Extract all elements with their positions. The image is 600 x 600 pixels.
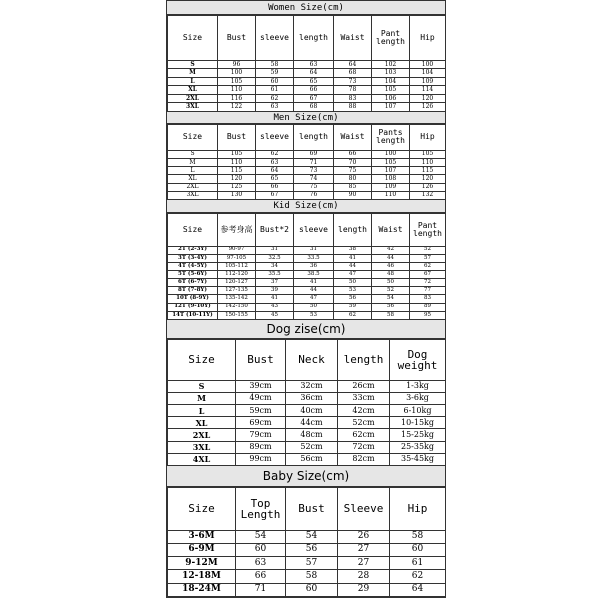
dog-table-cell: 79cm [236, 429, 286, 441]
men-header-cell: Waist [334, 125, 372, 151]
kid-table-cell: 142-150 [218, 303, 256, 311]
women-header-cell: Bust [218, 16, 256, 61]
women-table-cell: 63 [256, 103, 294, 112]
dog-table-cell: 1-3kg [390, 380, 446, 392]
kid-table-cell: 3T (3-4Y) [168, 254, 218, 262]
kid-table-cell: 39 [256, 287, 294, 295]
women-header-cell: length [294, 16, 334, 61]
women-table-row [168, 60, 446, 69]
baby-table-cell: 71 [236, 583, 286, 596]
men-table-cell: L [168, 167, 218, 175]
kid-table-cell: 72 [410, 279, 446, 287]
men-table-cell: 109 [372, 183, 410, 191]
men-table-cell: 66 [334, 150, 372, 158]
baby-table-cell: 57 [286, 557, 338, 570]
men-table-cell: 74 [294, 175, 334, 183]
dog-table-cell: 2XL [168, 429, 236, 441]
men-table-cell: 76 [294, 191, 334, 199]
dog-table-cell: 15-25kg [390, 429, 446, 441]
dog-table-cell: 99cm [236, 453, 286, 465]
women-table-cell: 104 [372, 77, 410, 86]
men-table-cell: 115 [410, 167, 446, 175]
men-table-cell: 105 [372, 158, 410, 166]
men-header-cell: sleeve [256, 125, 294, 151]
men-table-cell: 2XL [168, 183, 218, 191]
dog-header-cell: length [338, 340, 390, 381]
kid-header-cell: sleeve [294, 214, 334, 247]
men-table-cell: 110 [218, 158, 256, 166]
baby-table-cell: 62 [390, 570, 446, 583]
dog-title-bar [167, 320, 445, 339]
kid-table-cell: 56 [334, 295, 372, 303]
men-table-cell: 108 [372, 175, 410, 183]
kid-table-cell: 62 [334, 311, 372, 319]
kid-table-cell: 53 [294, 311, 334, 319]
dog-table-cell: 52cm [286, 441, 338, 453]
dog-header-row [168, 340, 446, 381]
kid-table-cell: 46 [372, 262, 410, 270]
kid-table-cell: 77 [410, 287, 446, 295]
women-table-cell: 114 [410, 86, 446, 95]
kid-table-cell: 5T (5-6Y) [168, 271, 218, 279]
kid-table-cell: 47 [294, 295, 334, 303]
kid-header-cell: 参考身高 [218, 214, 256, 247]
baby-title: Baby Size(cm) [262, 469, 350, 483]
men-table-cell: 110 [372, 191, 410, 199]
men-table-cell: 132 [410, 191, 446, 199]
dog-table-cell: 72cm [338, 441, 390, 453]
kid-table-cell: 33.5 [294, 254, 334, 262]
kid-table-cell: 48 [372, 271, 410, 279]
dog-table-cell: 49cm [236, 392, 286, 404]
baby-table-cell: 64 [390, 583, 446, 596]
baby-table-cell: 61 [390, 557, 446, 570]
men-table-cell: 107 [372, 167, 410, 175]
women-table-cell: 83 [334, 94, 372, 103]
women-table-cell: 100 [410, 60, 446, 69]
men-table-cell: 3XL [168, 191, 218, 199]
kid-header-cell: Bust*2 [256, 214, 294, 247]
kid-table-cell: 41 [256, 295, 294, 303]
women-title-bar [167, 1, 445, 15]
men-table-cell: 69 [294, 150, 334, 158]
men-table-cell: 105 [218, 150, 256, 158]
kid-table-cell: 52 [410, 246, 446, 254]
baby-table-cell: 29 [338, 583, 390, 596]
baby-header-cell: Size [168, 488, 236, 531]
men-header-cell: Bust [218, 125, 256, 151]
women-table-cell: 65 [294, 77, 334, 86]
kid-table-cell: 38 [334, 246, 372, 254]
women-header-row [168, 16, 446, 61]
women-table-cell: 107 [372, 103, 410, 112]
women-table-row [168, 69, 446, 78]
women-table-cell: 88 [334, 103, 372, 112]
dog-table-row [168, 429, 446, 441]
men-table-row [168, 175, 446, 183]
kid-table-cell: 10T (8-9Y) [168, 295, 218, 303]
kid-table-cell: 97-105 [218, 254, 256, 262]
kid-table-cell: 2T (2-3Y) [168, 246, 218, 254]
women-header-cell: Size [168, 16, 218, 61]
men-table-row [168, 158, 446, 166]
men-table-cell: 120 [410, 175, 446, 183]
kid-table-cell: 95 [410, 311, 446, 319]
dog-table-cell: 89cm [236, 441, 286, 453]
baby-table-row [168, 543, 446, 556]
baby-table-cell: 60 [236, 543, 286, 556]
kid-table-cell: 35.5 [256, 271, 294, 279]
dog-table-cell: 59cm [236, 405, 286, 417]
kid-table-cell: 52 [372, 287, 410, 295]
baby-header-row [168, 488, 446, 531]
baby-table [167, 487, 446, 597]
baby-table-cell: 56 [286, 543, 338, 556]
men-table-row [168, 183, 446, 191]
baby-table-cell: 60 [286, 583, 338, 596]
baby-table-row [168, 583, 446, 596]
baby-table-cell: 60 [390, 543, 446, 556]
women-table-cell: 106 [372, 94, 410, 103]
baby-table-row [168, 530, 446, 543]
baby-table-cell: 18-24M [168, 583, 236, 596]
kid-table-cell: 112-120 [218, 271, 256, 279]
dog-table-row [168, 380, 446, 392]
women-table-cell: 110 [218, 86, 256, 95]
men-table-cell: 75 [294, 183, 334, 191]
men-table-cell: 110 [410, 158, 446, 166]
kid-table-cell: 56 [372, 303, 410, 311]
dog-table-cell: 42cm [338, 405, 390, 417]
men-header-cell: Hip [410, 125, 446, 151]
women-table-cell: 120 [410, 94, 446, 103]
women-table-row [168, 77, 446, 86]
dog-table-cell: 56cm [286, 453, 338, 465]
kid-table-cell: 90-97 [218, 246, 256, 254]
women-header-cell: Pant length [372, 16, 410, 61]
men-table-cell: 80 [334, 175, 372, 183]
kid-table-cell: 42 [372, 246, 410, 254]
men-table-cell: 100 [372, 150, 410, 158]
women-table-cell: 61 [256, 86, 294, 95]
kid-table-row [168, 295, 446, 303]
men-table-cell: 130 [218, 191, 256, 199]
dog-table-cell: L [168, 405, 236, 417]
kid-table-cell: 36 [294, 262, 334, 270]
kid-table-cell: 89 [410, 303, 446, 311]
women-table-cell: 63 [294, 60, 334, 69]
baby-title-bar [167, 466, 445, 487]
dog-table-row [168, 417, 446, 429]
kid-table-cell: 45 [256, 311, 294, 319]
kid-table-cell: 8T (7-8Y) [168, 287, 218, 295]
men-table-cell: 90 [334, 191, 372, 199]
kid-header-cell: Waist [372, 214, 410, 247]
men-table-row [168, 150, 446, 158]
dog-size-chart [166, 319, 446, 467]
women-table-cell: 68 [334, 69, 372, 78]
women-table-cell: 96 [218, 60, 256, 69]
baby-table-cell: 54 [236, 530, 286, 543]
baby-header-cell: Top Length [236, 488, 286, 531]
women-table-cell: 66 [294, 86, 334, 95]
men-table-cell: 63 [256, 158, 294, 166]
kid-header-row [168, 214, 446, 247]
baby-table-cell: 6-9M [168, 543, 236, 556]
kid-table-cell: 47 [334, 271, 372, 279]
kid-header-cell: length [334, 214, 372, 247]
kid-table-cell: 54 [372, 295, 410, 303]
men-header-cell: Pants length [372, 125, 410, 151]
women-table-cell: 64 [334, 60, 372, 69]
women-table-row [168, 86, 446, 95]
kid-table-cell: 57 [410, 254, 446, 262]
men-table-cell: 126 [410, 183, 446, 191]
dog-table-row [168, 453, 446, 465]
kid-table-cell: 50 [372, 279, 410, 287]
dog-table-cell: 36cm [286, 392, 338, 404]
kid-size-chart [166, 199, 446, 321]
kid-table-cell: 44 [334, 262, 372, 270]
baby-table-row [168, 557, 446, 570]
kid-table-cell: 31 [294, 246, 334, 254]
men-table-row [168, 167, 446, 175]
women-table-cell: XL [168, 86, 218, 95]
baby-table-cell: 28 [338, 570, 390, 583]
dog-table-cell: 32cm [286, 380, 338, 392]
kid-header-cell: Size [168, 214, 218, 247]
kid-table-cell: 44 [372, 254, 410, 262]
men-table-cell: 85 [334, 183, 372, 191]
dog-table-cell: 62cm [338, 429, 390, 441]
dog-header-cell: Size [168, 340, 236, 381]
women-header-cell: sleeve [256, 16, 294, 61]
kid-table-cell: 44 [294, 287, 334, 295]
dog-table-cell: 10-15kg [390, 417, 446, 429]
dog-table-cell: 33cm [338, 392, 390, 404]
kid-table-cell: 31 [256, 246, 294, 254]
women-table-cell: 105 [218, 77, 256, 86]
men-table-cell: 62 [256, 150, 294, 158]
dog-table-cell: 25-35kg [390, 441, 446, 453]
women-table-cell: S [168, 60, 218, 69]
women-table-cell: 105 [372, 86, 410, 95]
baby-header-cell: Sleeve [338, 488, 390, 531]
women-table-cell: 100 [218, 69, 256, 78]
kid-table-row [168, 303, 446, 311]
dog-table-cell: 40cm [286, 405, 338, 417]
dog-table-cell: 52cm [338, 417, 390, 429]
kid-table-cell: 58 [372, 311, 410, 319]
kid-table-cell: 6T (6-7Y) [168, 279, 218, 287]
kid-table-row [168, 279, 446, 287]
dog-table-cell: S [168, 380, 236, 392]
kid-title-bar [167, 200, 445, 213]
men-table-cell: XL [168, 175, 218, 183]
dog-table-cell: 69cm [236, 417, 286, 429]
dog-header-cell: Neck [286, 340, 338, 381]
men-table-cell: 73 [294, 167, 334, 175]
kid-table-cell: 150-155 [218, 311, 256, 319]
women-table-cell: 60 [256, 77, 294, 86]
women-table-row [168, 94, 446, 103]
kid-table-cell: 4T (4-5Y) [168, 262, 218, 270]
dog-table-cell: 35-45kg [390, 453, 446, 465]
kid-table-row [168, 262, 446, 270]
kid-table-row [168, 246, 446, 254]
dog-table [167, 339, 446, 466]
kid-table-cell: 14T (10-11Y) [168, 311, 218, 319]
women-table-cell: 59 [256, 69, 294, 78]
kid-table [167, 213, 446, 320]
baby-header-cell: Hip [390, 488, 446, 531]
women-table-cell: 126 [410, 103, 446, 112]
dog-title: Dog zise(cm) [266, 322, 346, 336]
women-table-cell: 64 [294, 69, 334, 78]
kid-table-cell: 34 [256, 262, 294, 270]
kid-table-cell: 37 [256, 279, 294, 287]
women-table-cell: 3XL [168, 103, 218, 112]
women-table-cell: 104 [410, 69, 446, 78]
kid-title: Kid Size(cm) [273, 201, 339, 211]
dog-table-cell: 48cm [286, 429, 338, 441]
women-table-cell: 78 [334, 86, 372, 95]
baby-table-cell: 27 [338, 543, 390, 556]
dog-table-cell: 3XL [168, 441, 236, 453]
dog-table-cell: 39cm [236, 380, 286, 392]
women-table-cell: 68 [294, 103, 334, 112]
kid-table-cell: 62 [410, 262, 446, 270]
men-table-cell: 64 [256, 167, 294, 175]
men-table-cell: M [168, 158, 218, 166]
kid-table-cell: 41 [294, 279, 334, 287]
kid-table-cell: 67 [410, 271, 446, 279]
women-title: Women Size(cm) [268, 2, 344, 13]
women-table-cell: 102 [372, 60, 410, 69]
kid-table-cell: 127-135 [218, 287, 256, 295]
kid-table-cell: 32.5 [256, 254, 294, 262]
kid-table-cell: 50 [294, 303, 334, 311]
dog-table-cell: 44cm [286, 417, 338, 429]
women-size-chart [166, 0, 446, 113]
men-title: Men Size(cm) [273, 112, 339, 123]
dog-table-cell: 6-10kg [390, 405, 446, 417]
men-table-cell: 65 [256, 175, 294, 183]
dog-table-cell: M [168, 392, 236, 404]
baby-table-cell: 12-18M [168, 570, 236, 583]
women-table-cell: 2XL [168, 94, 218, 103]
kid-table-row [168, 287, 446, 295]
women-table-cell: 116 [218, 94, 256, 103]
men-table-cell: 115 [218, 167, 256, 175]
baby-table-cell: 63 [236, 557, 286, 570]
women-table-cell: 122 [218, 103, 256, 112]
dog-table-cell: 3-6kg [390, 392, 446, 404]
women-table-cell: 103 [372, 69, 410, 78]
women-table [167, 15, 446, 112]
women-table-cell: L [168, 77, 218, 86]
men-table-cell: 67 [256, 191, 294, 199]
kid-table-cell: 120-127 [218, 279, 256, 287]
dog-table-row [168, 405, 446, 417]
men-table-cell: 71 [294, 158, 334, 166]
baby-table-cell: 9-12M [168, 557, 236, 570]
men-title-bar [167, 112, 445, 124]
men-table-cell: 75 [334, 167, 372, 175]
baby-header-cell: Bust [286, 488, 338, 531]
kid-table-cell: 41 [334, 254, 372, 262]
men-table-cell: 66 [256, 183, 294, 191]
women-table-cell: 73 [334, 77, 372, 86]
men-table [167, 124, 446, 200]
men-header-cell: length [294, 125, 334, 151]
kid-table-cell: 12T (9-10Y) [168, 303, 218, 311]
baby-table-row [168, 570, 446, 583]
baby-table-cell: 27 [338, 557, 390, 570]
kid-table-cell: 53 [334, 287, 372, 295]
men-table-cell: S [168, 150, 218, 158]
dog-table-cell: 26cm [338, 380, 390, 392]
kid-table-cell: 135-142 [218, 295, 256, 303]
kid-table-cell: 43 [256, 303, 294, 311]
baby-table-cell: 3-6M [168, 530, 236, 543]
dog-table-cell: XL [168, 417, 236, 429]
dog-table-row [168, 392, 446, 404]
women-table-cell: 109 [410, 77, 446, 86]
kid-table-cell: 83 [410, 295, 446, 303]
baby-table-cell: 58 [286, 570, 338, 583]
women-table-cell: M [168, 69, 218, 78]
dog-header-cell: Dog weight [390, 340, 446, 381]
men-table-cell: 105 [410, 150, 446, 158]
men-size-chart [166, 111, 446, 201]
men-table-cell: 70 [334, 158, 372, 166]
women-table-cell: 67 [294, 94, 334, 103]
baby-table-cell: 54 [286, 530, 338, 543]
dog-table-cell: 82cm [338, 453, 390, 465]
baby-table-cell: 26 [338, 530, 390, 543]
dog-header-cell: Bust [236, 340, 286, 381]
kid-header-cell: Pant length [410, 214, 446, 247]
kid-table-row [168, 254, 446, 262]
men-table-cell: 120 [218, 175, 256, 183]
kid-table-row [168, 271, 446, 279]
women-header-cell: Hip [410, 16, 446, 61]
baby-table-cell: 66 [236, 570, 286, 583]
kid-table-cell: 50 [334, 279, 372, 287]
kid-table-cell: 59 [334, 303, 372, 311]
men-header-cell: Size [168, 125, 218, 151]
dog-table-cell: 4XL [168, 453, 236, 465]
kid-table-cell: 38.5 [294, 271, 334, 279]
women-table-cell: 58 [256, 60, 294, 69]
men-table-cell: 125 [218, 183, 256, 191]
baby-table-cell: 58 [390, 530, 446, 543]
women-header-cell: Waist [334, 16, 372, 61]
women-table-cell: 62 [256, 94, 294, 103]
kid-table-cell: 105-112 [218, 262, 256, 270]
dog-table-row [168, 441, 446, 453]
baby-size-chart [166, 465, 446, 598]
men-header-row [168, 125, 446, 151]
